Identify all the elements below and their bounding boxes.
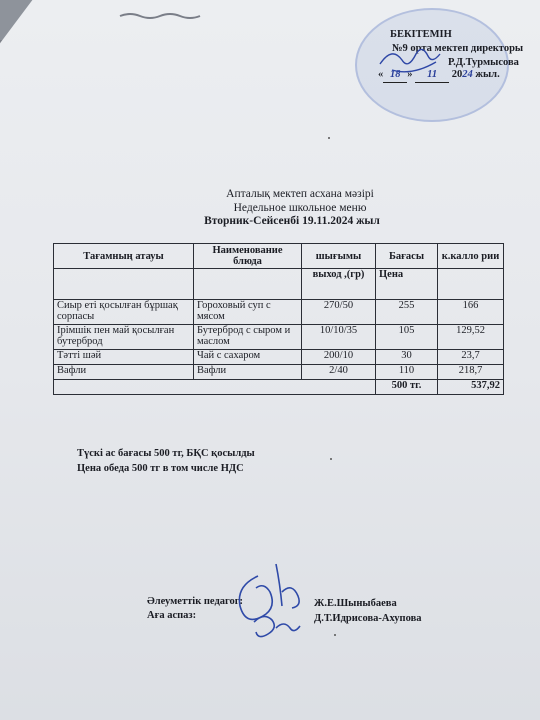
dish-kz: Ірімшік пен май қосылған бутерброд	[54, 325, 194, 350]
header-dish-kz: Тағамның атауы	[54, 244, 194, 269]
approval-name: Р.Д.Турмысова	[448, 57, 519, 68]
dish-output: 200/10	[302, 350, 376, 365]
approval-date-month: 11	[415, 68, 449, 83]
note-ru: Цена обеда 500 тг в том числе НДС	[77, 463, 244, 474]
table-row	[54, 300, 504, 325]
handwritten-signatures	[228, 556, 328, 646]
note-kz: Түскі ас бағасы 500 тг, БҚС қосылды	[77, 448, 255, 459]
subheader-cell	[438, 269, 504, 300]
dish-kz: Тәтті шәй	[54, 350, 194, 365]
signature-role-social-pedagogue: Әлеуметтік педагог:	[147, 596, 244, 607]
dish-kcal: 23,7	[438, 350, 504, 365]
table-total-row	[54, 380, 504, 395]
signature-name-head-cook: Д.Т.Идрисова-Ахупова	[314, 613, 422, 624]
table-row	[54, 325, 504, 350]
subheader-output: выход ,(гр)	[302, 269, 376, 300]
subheader-price: Цена	[376, 269, 438, 300]
menu-table	[53, 243, 504, 395]
total-kcal: 537,92	[438, 380, 504, 395]
dish-output: 270/50	[302, 300, 376, 325]
menu-title-kz: Апталық мектеп асхана мәзірі	[226, 188, 374, 200]
table-header-row	[54, 244, 504, 269]
approval-date-word: жыл.	[475, 69, 500, 80]
dish-ru: Чай с сахаром	[194, 350, 302, 365]
dish-price: 255	[376, 300, 438, 325]
total-empty	[54, 380, 376, 395]
dish-ru: Гороховый суп с мясом	[194, 300, 302, 325]
dish-kz: Вафли	[54, 365, 194, 380]
signature-name-social-pedagogue: Ж.Е.Шыныбаева	[314, 598, 397, 609]
dish-kz: Сиыр еті қосылған бұршақ сорпасы	[54, 300, 194, 325]
dish-price: 30	[376, 350, 438, 365]
dish-output: 10/10/35	[302, 325, 376, 350]
speck	[330, 458, 332, 460]
dish-kcal: 129,52	[438, 325, 504, 350]
approval-date-year-prefix: 20	[451, 69, 463, 80]
menu-title-ru: Недельное школьное меню	[233, 202, 367, 214]
approval-title: БЕКІТЕМІН	[390, 29, 452, 40]
subheader-cell	[194, 269, 302, 300]
dish-kcal: 218,7	[438, 365, 504, 380]
dish-kcal: 166	[438, 300, 504, 325]
director-signature	[372, 40, 452, 80]
approval-date-day: 18	[383, 68, 407, 83]
header-dish-ru: Наименование блюда	[194, 244, 302, 269]
table-row	[54, 350, 504, 365]
menu-date: Вторник-Сейсенбі 19.11.2024 жыл	[204, 215, 380, 227]
dish-output: 2/40	[302, 365, 376, 380]
approval-date: « 18 » 11 2024 жыл.	[378, 68, 500, 83]
speck	[328, 137, 330, 139]
dish-price: 110	[376, 365, 438, 380]
approval-position: №9 орта мектеп директоры	[392, 43, 524, 54]
subheader-cell	[54, 269, 194, 300]
approval-date-year-suffix: 24	[462, 69, 473, 80]
header-output: шығымы	[302, 244, 376, 269]
signature-role-head-cook: Аға аспаз:	[147, 610, 197, 621]
top-scribble	[118, 10, 208, 24]
dish-price: 105	[376, 325, 438, 350]
dish-ru: Бутерброд с сыром и маслом	[194, 325, 302, 350]
dish-ru: Вафли	[194, 365, 302, 380]
header-kcal: к.калло рии	[438, 244, 504, 269]
total-price: 500 тг.	[376, 380, 438, 395]
speck	[334, 634, 336, 636]
table-subheader-row	[54, 269, 504, 300]
table-row	[54, 365, 504, 380]
header-price: Бағасы	[376, 244, 438, 269]
